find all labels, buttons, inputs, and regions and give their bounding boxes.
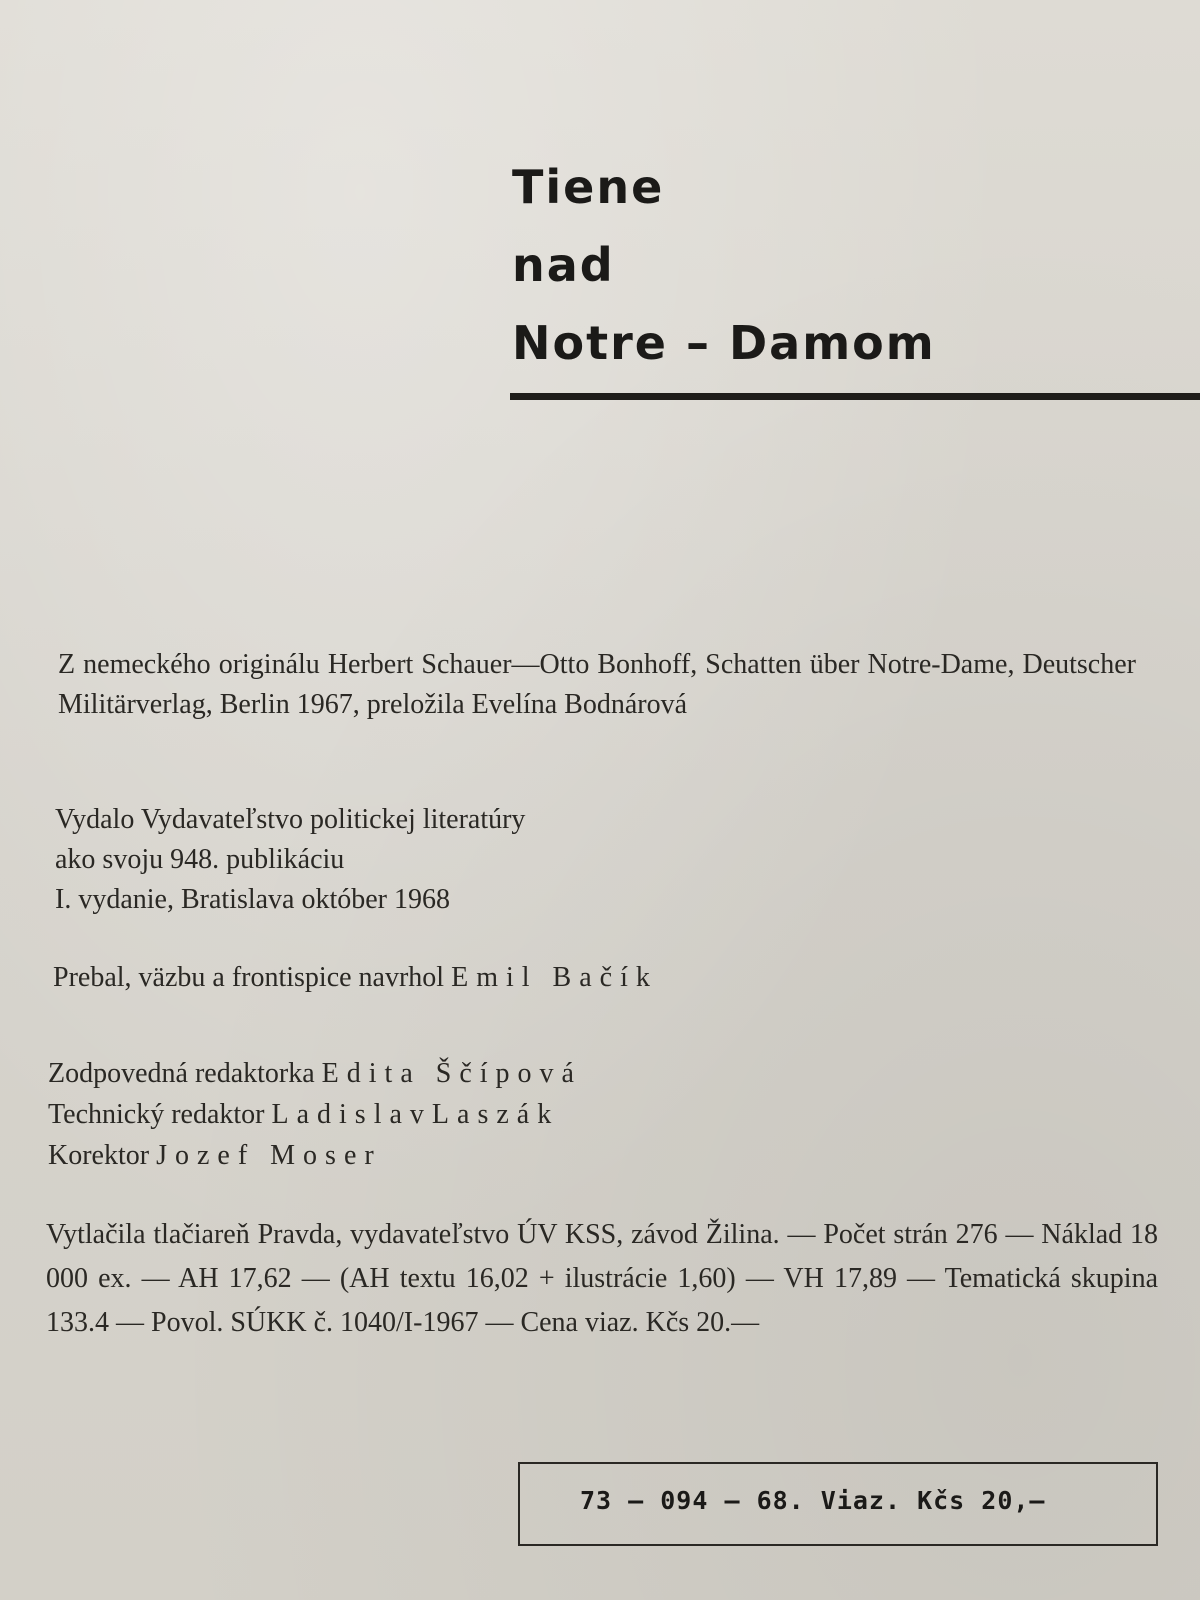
book-title: [512, 148, 936, 382]
original-edition-note: Z nemeckého originálu Herbert Schauer—Otto Bonhoff, Schatten über Notre-Dame, Deutscher Militärverlag, Berlin 1967, preložila Evelína Bodnárová: [58, 649, 1136, 720]
technical-editor-credit: [48, 1094, 582, 1135]
title-line-2: nad: [512, 238, 615, 292]
editor-name: Edita Ščípová: [321, 1058, 582, 1089]
cover-credit-label: Prebal, väzbu a frontispice navrhol: [53, 962, 445, 993]
cover-design-credit: [53, 958, 658, 998]
price-box: [518, 1462, 1158, 1546]
editor-label: Zodpovedná redaktorka: [48, 1058, 315, 1089]
technical-editor-name: LadislavLaszák: [271, 1099, 560, 1130]
publisher-line-2: ako svoju 948. publikáciu: [55, 844, 345, 875]
price-code-text: 73 — 094 — 68. Viaz. Kčs 20,—: [580, 1486, 1046, 1515]
technical-editor-label: Technický redaktor: [48, 1099, 265, 1130]
publisher-line-1: Vydalo Vydavateľstvo politickej literatúry: [55, 804, 526, 835]
publisher-info: [55, 800, 955, 920]
proofreader-label: Korektor: [48, 1140, 150, 1171]
title-line-1: Tiene: [512, 160, 665, 214]
printing-details: Vytlačila tlačiareň Pravda, vydavateľstvo ÚV KSS, závod Žilina. — Počet strán 276 — Náklad 18 000 ex. — AH 17,62 — (AH textu 16,02 + ilustrácie 1,60) — VH 17,89 — Tematická skupina 133.4 — Povol. SÚKK č. 1040/I-1967 — Cena viaz. Kčs 20.—: [46, 1219, 1158, 1338]
editorial-staff: [48, 1053, 582, 1176]
publisher-line-3: I. vydanie, Bratislava október 1968: [55, 884, 451, 915]
proofreader-name: Jozef Moser: [156, 1140, 382, 1171]
proofreader-credit: [48, 1135, 582, 1176]
title-line-3: Notre – Damom: [512, 316, 936, 370]
title-underline-rule: [510, 393, 1200, 400]
editor-credit: [48, 1053, 582, 1094]
cover-designer-name: Emil Bačík: [451, 962, 658, 993]
